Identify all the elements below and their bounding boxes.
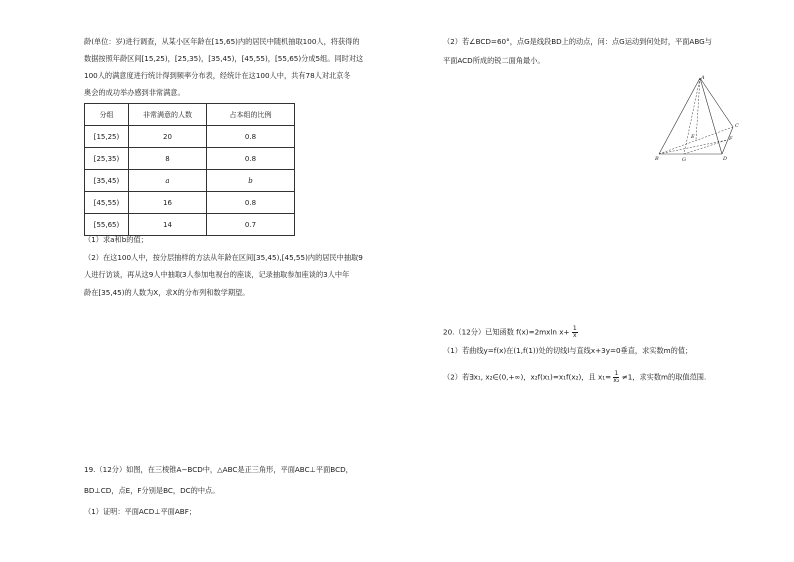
table-row <box>85 148 295 170</box>
table-row <box>85 192 295 214</box>
table-cell: 0.7 <box>207 214 295 236</box>
table-cell: 14 <box>129 214 207 236</box>
table-cell: [15,25) <box>85 126 129 148</box>
question-2-line-2: 人进行访谈，再从这9人中抽取3人参加电视台的座谈，记录抽取参加座谈的3人中年 <box>84 270 350 279</box>
label-a: A <box>701 75 705 81</box>
problem-20-intro-text: 20.（12分）已知函数 f(x)=2mxln x+ <box>443 327 570 337</box>
table-cell: 8 <box>129 148 207 170</box>
question-1: （1）求a和b的值； <box>84 235 148 244</box>
label-d: D <box>723 156 728 162</box>
table-cell: 0.8 <box>207 192 295 214</box>
intro-line-3: 100人的满意度进行统计得到频率分布表，经统计在这100人中，共有78人对北京冬 <box>84 71 351 80</box>
table-cell: [45,55) <box>85 192 129 214</box>
table-row <box>85 126 295 148</box>
fraction: $\frac{1}{x}$ <box>572 325 577 339</box>
problem-19-line-1: 19.（12分）如图，在三棱锥A−BCD中，△ABC是正三角形，平面ABC⊥平面BCD， <box>84 465 353 474</box>
table-cell: [55,65) <box>85 214 129 236</box>
intro-line-4: 奥会的成功举办感到非常满意。 <box>84 88 185 97</box>
question-19-2-line-1: （2）若∠BCD=60°，点G是线段BD上的动点，问：点G运动到何处时，平面ABG与 <box>443 37 712 46</box>
problem-20-question-2-text: （2）若∃x₁, x₂∈(0,+∞)，x₂f(x₁)=x₁f(x₂)，且 x₁= <box>443 372 612 382</box>
question-19-2-line-2: 平面ACD所成的锐二面角最小。 <box>443 56 545 65</box>
problem-20-question-1: （1）若曲线y=f(x)在(1,f(1))处的切线l与直线x+3y=0垂直，求实数m的值； <box>443 346 693 355</box>
right-column <box>397 0 794 562</box>
problem-20-question-2-tail: ≠1，求实数m的取值范围. <box>621 372 707 382</box>
table-cell: b <box>207 170 295 192</box>
table-header: 分组 <box>85 104 129 126</box>
problem-19-line-3: （1）证明：平面ACD⊥平面ABF； <box>84 507 197 516</box>
frequency-table <box>84 103 295 236</box>
problem-20-question-2 <box>443 371 706 384</box>
question-2-line-1: （2）在这100人中，按分层抽样的方法从年龄在区间[35,45),[45,55)内的居民中抽取9 <box>84 253 363 262</box>
table-row <box>85 170 295 192</box>
table-cell: 16 <box>129 192 207 214</box>
table-header: 占本组的比例 <box>207 104 295 126</box>
table-cell: 0.8 <box>207 126 295 148</box>
label-c: C <box>735 123 739 129</box>
table-cell: 20 <box>129 126 207 148</box>
question-2-line-3: 龄在[35,45)的人数为X，求X的分布列和数学期望。 <box>84 288 250 297</box>
label-e: E <box>691 134 695 140</box>
table-header: 非常满意的人数 <box>129 104 207 126</box>
fraction: $\frac{1}{\text{x₂}}$ <box>613 370 620 384</box>
table-cell: 0.8 <box>207 148 295 170</box>
tetrahedron-figure <box>655 74 745 164</box>
label-b: B <box>655 156 659 162</box>
table-cell: a <box>129 170 207 192</box>
table-row <box>85 214 295 236</box>
label-g: G <box>682 157 686 163</box>
table-cell: [35,45) <box>85 170 129 192</box>
intro-line-2: 数据按照年龄区间[15,25)，[25,35)，[35,45)，[45,55)，[55,65)分成5组。同时对这 <box>84 54 364 63</box>
problem-20-intro <box>443 326 578 339</box>
label-f: F <box>729 136 733 142</box>
problem-19-line-2: BD⊥CD，点E，F分别是BC，DC的中点。 <box>84 486 220 495</box>
table-header-row <box>85 104 295 126</box>
table-cell: [25,35) <box>85 148 129 170</box>
intro-line-1: 龄(单位：岁)进行调查，从某小区年龄在[15,65)内的居民中随机抽取100人，将获得的 <box>84 37 360 46</box>
